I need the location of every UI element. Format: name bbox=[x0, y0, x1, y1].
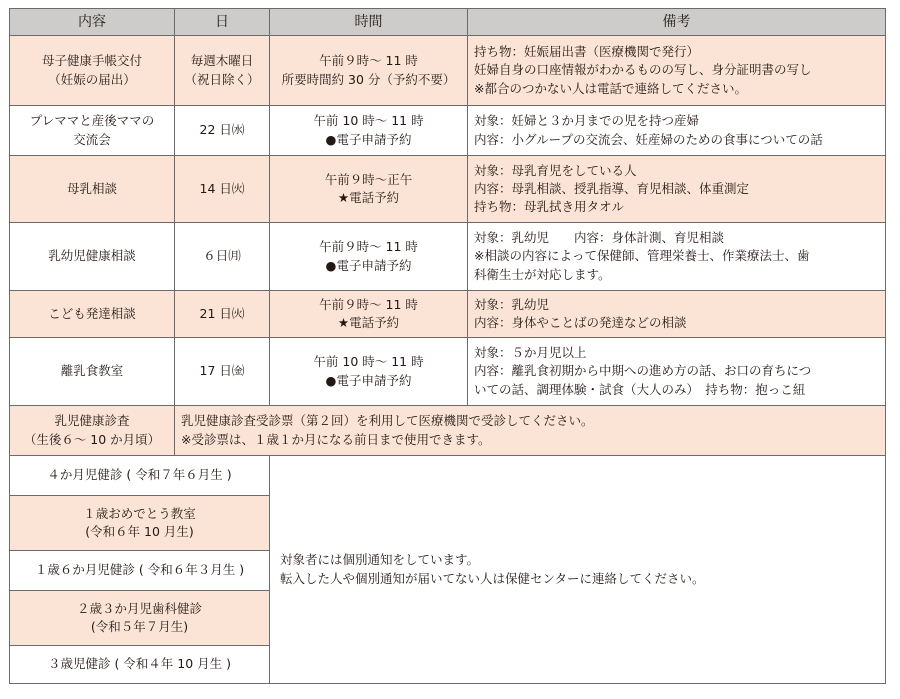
header-time: 時間 bbox=[270, 9, 468, 36]
exam-text: ４か月児健診 ( 令和７年６月生 ) bbox=[47, 467, 232, 483]
row-content-cell bbox=[10, 156, 175, 223]
row-time-cell bbox=[270, 156, 468, 223]
exam-note-text: 対象者には個別通知をしています。 bbox=[280, 552, 480, 568]
row-notes-text: いての話、調理体験・試食（大人のみ） 持ち物：抱っこ紐 bbox=[474, 381, 806, 397]
row-day-cell bbox=[175, 106, 270, 156]
row-day-text: 21 日㈫ bbox=[199, 305, 245, 321]
row-notes-text: 妊婦自身の口座情報がわかるものの写し、身分証明書の写し bbox=[474, 62, 812, 78]
header-content: 内容 bbox=[10, 9, 175, 36]
exam-text: １歳おめでとう教室 bbox=[83, 505, 196, 521]
row-time-text: 午前９時〜正午 bbox=[324, 171, 413, 187]
table-row bbox=[10, 156, 886, 223]
checkup-row bbox=[10, 406, 886, 456]
row-notes-text: 対象：母乳育児をしている人 bbox=[474, 162, 637, 178]
row-time-cell bbox=[270, 291, 468, 338]
row-day-text: 17 日㈮ bbox=[199, 363, 245, 379]
exam-cell bbox=[10, 646, 270, 684]
exam-text: ３歳児健診 ( 令和４年 10 月生 ) bbox=[47, 656, 232, 672]
exam-text: (令和５年７月生) bbox=[90, 619, 189, 634]
row-time-cell bbox=[270, 338, 468, 406]
exam-text: (令和６年 10 月生) bbox=[85, 524, 194, 539]
row-time-cell bbox=[270, 106, 468, 156]
header-day: 日 bbox=[175, 9, 270, 36]
row-notes-cell bbox=[468, 338, 886, 406]
row-content-cell bbox=[10, 291, 175, 338]
row-time-text: 午前 10 時〜 11 時 bbox=[313, 113, 424, 129]
row-notes-cell bbox=[468, 291, 886, 338]
row-time-text: 午前９時〜 11 時 bbox=[319, 239, 418, 255]
table-row bbox=[10, 338, 886, 406]
row-content-text: プレママと産後ママの bbox=[29, 113, 155, 129]
row-time-text: ●電子申請予約 bbox=[325, 257, 412, 273]
row-day-cell bbox=[175, 338, 270, 406]
row-content-cell bbox=[10, 36, 175, 106]
exam-cell bbox=[10, 591, 270, 646]
row-content-text: 母乳相談 bbox=[66, 180, 117, 196]
row-day-text: （祝日除く） bbox=[184, 71, 260, 87]
row-notes-cell bbox=[468, 223, 886, 291]
exam-text: １歳６か月児健診 ( 令和６年３月生 ) bbox=[34, 562, 245, 578]
checkup-content-text: （生後６〜 10 か月頃） bbox=[23, 431, 161, 447]
row-time-cell bbox=[270, 223, 468, 291]
row-notes-text: 対象：乳幼児 内容：身体計測、育児相談 bbox=[474, 230, 725, 246]
exam-row bbox=[10, 456, 886, 496]
row-content-text: こども発達相談 bbox=[48, 305, 136, 321]
row-time-text: ★電話予約 bbox=[337, 190, 400, 205]
row-time-text: ★電話予約 bbox=[337, 315, 400, 330]
row-day-cell bbox=[175, 36, 270, 106]
row-notes-text: 内容：身体やことばの発達などの相談 bbox=[474, 315, 687, 330]
table-row bbox=[10, 223, 886, 291]
row-content-text: 乳幼児健康相談 bbox=[48, 248, 136, 264]
row-time-cell bbox=[270, 36, 468, 106]
row-time-text: ●電子申請予約 bbox=[325, 372, 412, 388]
row-notes-text: 内容：離乳食初期から中期への進め方の話、お口の育ちにつ bbox=[474, 363, 812, 379]
row-notes-text: 対象：妊婦と３か月までの児を持つ産婦 bbox=[474, 113, 700, 129]
row-day-text: 22 日㈬ bbox=[199, 122, 245, 138]
row-time-text: 所要時間約 30 分（予約不要） bbox=[281, 71, 456, 87]
row-content-text: 母子健康手帳交付 bbox=[41, 53, 142, 69]
table-row bbox=[10, 36, 886, 106]
row-day-text: 14 日㈫ bbox=[199, 180, 245, 196]
checkup-notes-text: ※受診票は、１歳１か月になる前日まで使用できます。 bbox=[181, 431, 491, 447]
row-time-text: 午前 10 時〜 11 時 bbox=[313, 354, 424, 370]
row-notes-text: ※都合のつかない人は電話で連絡してください。 bbox=[474, 80, 747, 96]
row-time-text: 午前９時〜 11 時 bbox=[319, 296, 418, 312]
table-row bbox=[10, 291, 886, 338]
row-notes-text: ※相談の内容によって保健師、管理栄養士、作業療法士、歯 bbox=[474, 248, 810, 264]
table-row bbox=[10, 106, 886, 156]
row-content-text: 離乳食教室 bbox=[60, 363, 124, 379]
row-notes-cell bbox=[468, 106, 886, 156]
exam-note-cell bbox=[270, 456, 886, 684]
exam-cell bbox=[10, 496, 270, 551]
checkup-content-text: 乳児健康診査 bbox=[54, 413, 130, 429]
row-day-text: ６日㈪ bbox=[203, 248, 241, 264]
row-content-cell bbox=[10, 338, 175, 406]
row-notes-text: 内容：母乳相談、授乳指導、育児相談、体重測定 bbox=[474, 180, 750, 196]
row-notes-text: 持ち物：母乳拭き用タオル bbox=[474, 199, 625, 215]
exam-cell bbox=[10, 551, 270, 591]
row-notes-text: 科衛生士が対応します。 bbox=[474, 266, 611, 282]
checkup-notes-cell bbox=[175, 406, 886, 456]
row-notes-text: 対象：５か月児以上 bbox=[474, 345, 587, 361]
row-time-text: ●電子申請予約 bbox=[325, 131, 412, 147]
header-row bbox=[10, 9, 886, 36]
exam-cell bbox=[10, 456, 270, 496]
exam-text: ２歳３か月児歯科健診 bbox=[76, 600, 202, 616]
row-notes-text: 対象：乳幼児 bbox=[474, 296, 550, 312]
row-content-cell bbox=[10, 106, 175, 156]
checkup-notes-text: 乳児健康診査受診票（第２回）を利用して医療機関で受診してください。 bbox=[181, 413, 594, 429]
row-time-text: 午前９時〜 11 時 bbox=[319, 53, 418, 69]
checkup-content-cell bbox=[10, 406, 175, 456]
row-notes-text: 内容：小グループの交流会、妊産婦のための食事についての話 bbox=[474, 131, 823, 147]
row-day-cell bbox=[175, 223, 270, 291]
row-content-text: 交流会 bbox=[73, 131, 111, 147]
schedule-table bbox=[9, 8, 886, 684]
row-content-cell bbox=[10, 223, 175, 291]
row-notes-cell bbox=[468, 36, 886, 106]
row-day-cell bbox=[175, 291, 270, 338]
row-day-cell bbox=[175, 156, 270, 223]
row-content-text: （妊娠の届出） bbox=[48, 71, 136, 87]
row-notes-cell bbox=[468, 156, 886, 223]
exam-note-text: 転入した人や個別通知が届いてない人は保健センターに連絡してください。 bbox=[280, 570, 705, 586]
header-notes: 備考 bbox=[468, 9, 886, 36]
row-notes-text: 持ち物：妊娠届出書（医療機関で発行） bbox=[474, 44, 700, 60]
row-day-text: 毎週木曜日 bbox=[190, 53, 254, 69]
